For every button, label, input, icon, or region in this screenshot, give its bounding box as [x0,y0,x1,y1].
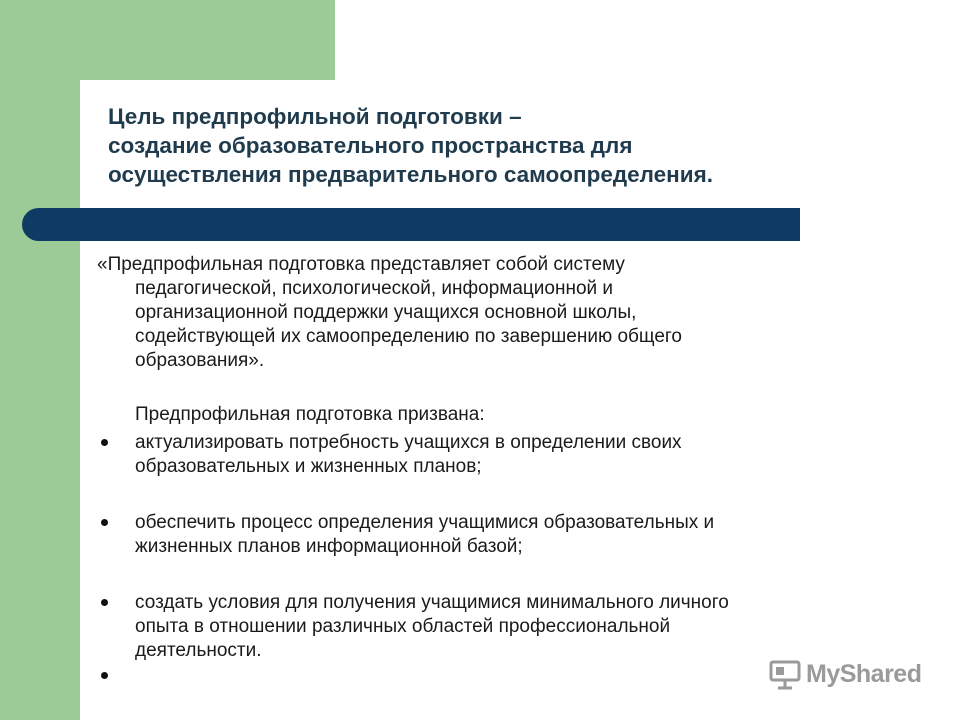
bullet-dot [101,519,108,526]
bullet-item-line: создать условия для получения учащимися минимального личного [135,592,729,613]
quote-line: содействующей их самоопределению по завершению общего [135,326,682,347]
bullet-dot [101,439,108,446]
divider-bar [22,208,800,241]
slide-title [108,102,868,189]
quote-line: «Предпрофильная подготовка представляет собой систему [97,254,625,275]
quote-line: организационной поддержки учащихся основной школы, [135,302,637,323]
quote-line: педагогической, психологической, информационной и [135,278,614,299]
bullet-item-line: жизненных планов информационной базой; [135,536,523,557]
bullet-dot [101,599,108,606]
green-side-band [0,0,80,720]
title-line: Цель предпрофильной подготовки – [108,104,522,129]
title-line: осуществления предварительного самоопределения. [108,162,713,187]
bullet-item-line: обеспечить процесс определения учащимися образовательных и [135,512,715,533]
title-line: создание образовательного пространства для [108,133,633,158]
bullet-item-line: образовательных и жизненных планов; [135,456,482,477]
bullet-item-line: деятельности. [135,640,262,661]
watermark [768,656,921,692]
intro-line: Предпрофильная подготовка призвана: [135,404,485,425]
watermark-text: MyShared [806,659,922,688]
bullet-item-line: опыта в отношении различных областей профессиональной [135,616,671,637]
quote-line: образования». [135,350,265,371]
green-top-block [80,0,335,80]
bullet-dot [101,672,108,679]
presentation-icon [768,657,802,691]
bullet-item-line: актуализировать потребность учащихся в определении своих [135,432,682,453]
